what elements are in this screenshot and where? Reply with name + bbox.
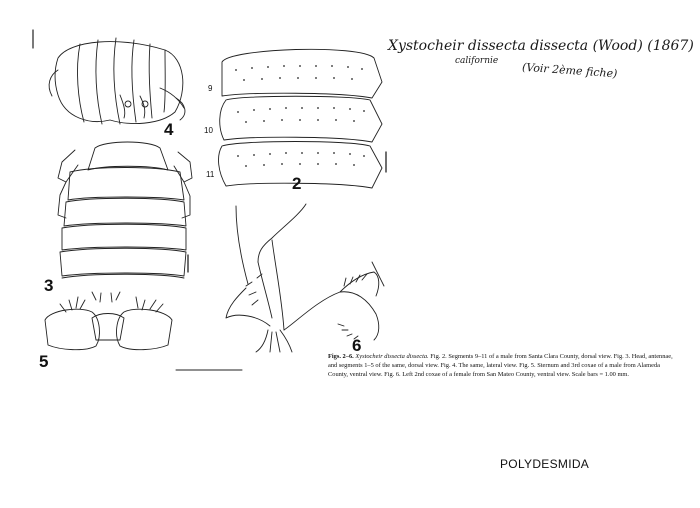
caption-lead: Figs. 2–6. (328, 353, 354, 360)
segment-label-11: 11 (206, 170, 215, 179)
figure-number-2: 2 (292, 174, 302, 193)
segment-label-10: 10 (204, 126, 213, 135)
segment-label-9: 9 (208, 84, 213, 93)
figure-number-3: 3 (44, 276, 54, 295)
species-title-handwritten: Xystocheir dissecta dissecta (Wood) (1867) (388, 38, 694, 54)
figure-number-6: 6 (352, 336, 362, 355)
figure-number-5: 5 (39, 352, 49, 371)
caption-species: Xystocheir dissecta dissecta. (355, 353, 429, 360)
figure-number-4: 4 (164, 120, 174, 139)
reference-note-handwritten: (Voir 2ème fiche) (521, 60, 618, 81)
order-label: POLYDESMIDA (500, 457, 590, 471)
caption-body: Fig. 2. Segments 9–11 of a male from Santa Clara County, dorsal view. Fig. 3. Head, antennae, and segments 1–5 of the same, dorsal view. Fig. 4. The same, lateral view. Fig. 5. Sternum and 3rd coxae of a male from Alameda County, ventral view. Fig. 6. Left 2nd coxae of a female from San Mateo County, ventral view. Scale bars = 1.00 mm. (328, 353, 673, 378)
segment-stipple (235, 65, 365, 167)
figure-2-segments (219, 49, 386, 188)
figure-4-lateral-view (49, 38, 185, 124)
figure-3-dorsal-view (58, 142, 192, 278)
location-note-handwritten: californie (455, 56, 499, 66)
figure-5-sternum-coxae (45, 292, 242, 370)
figure-caption (328, 352, 680, 379)
figure-6-coxae (226, 204, 384, 352)
